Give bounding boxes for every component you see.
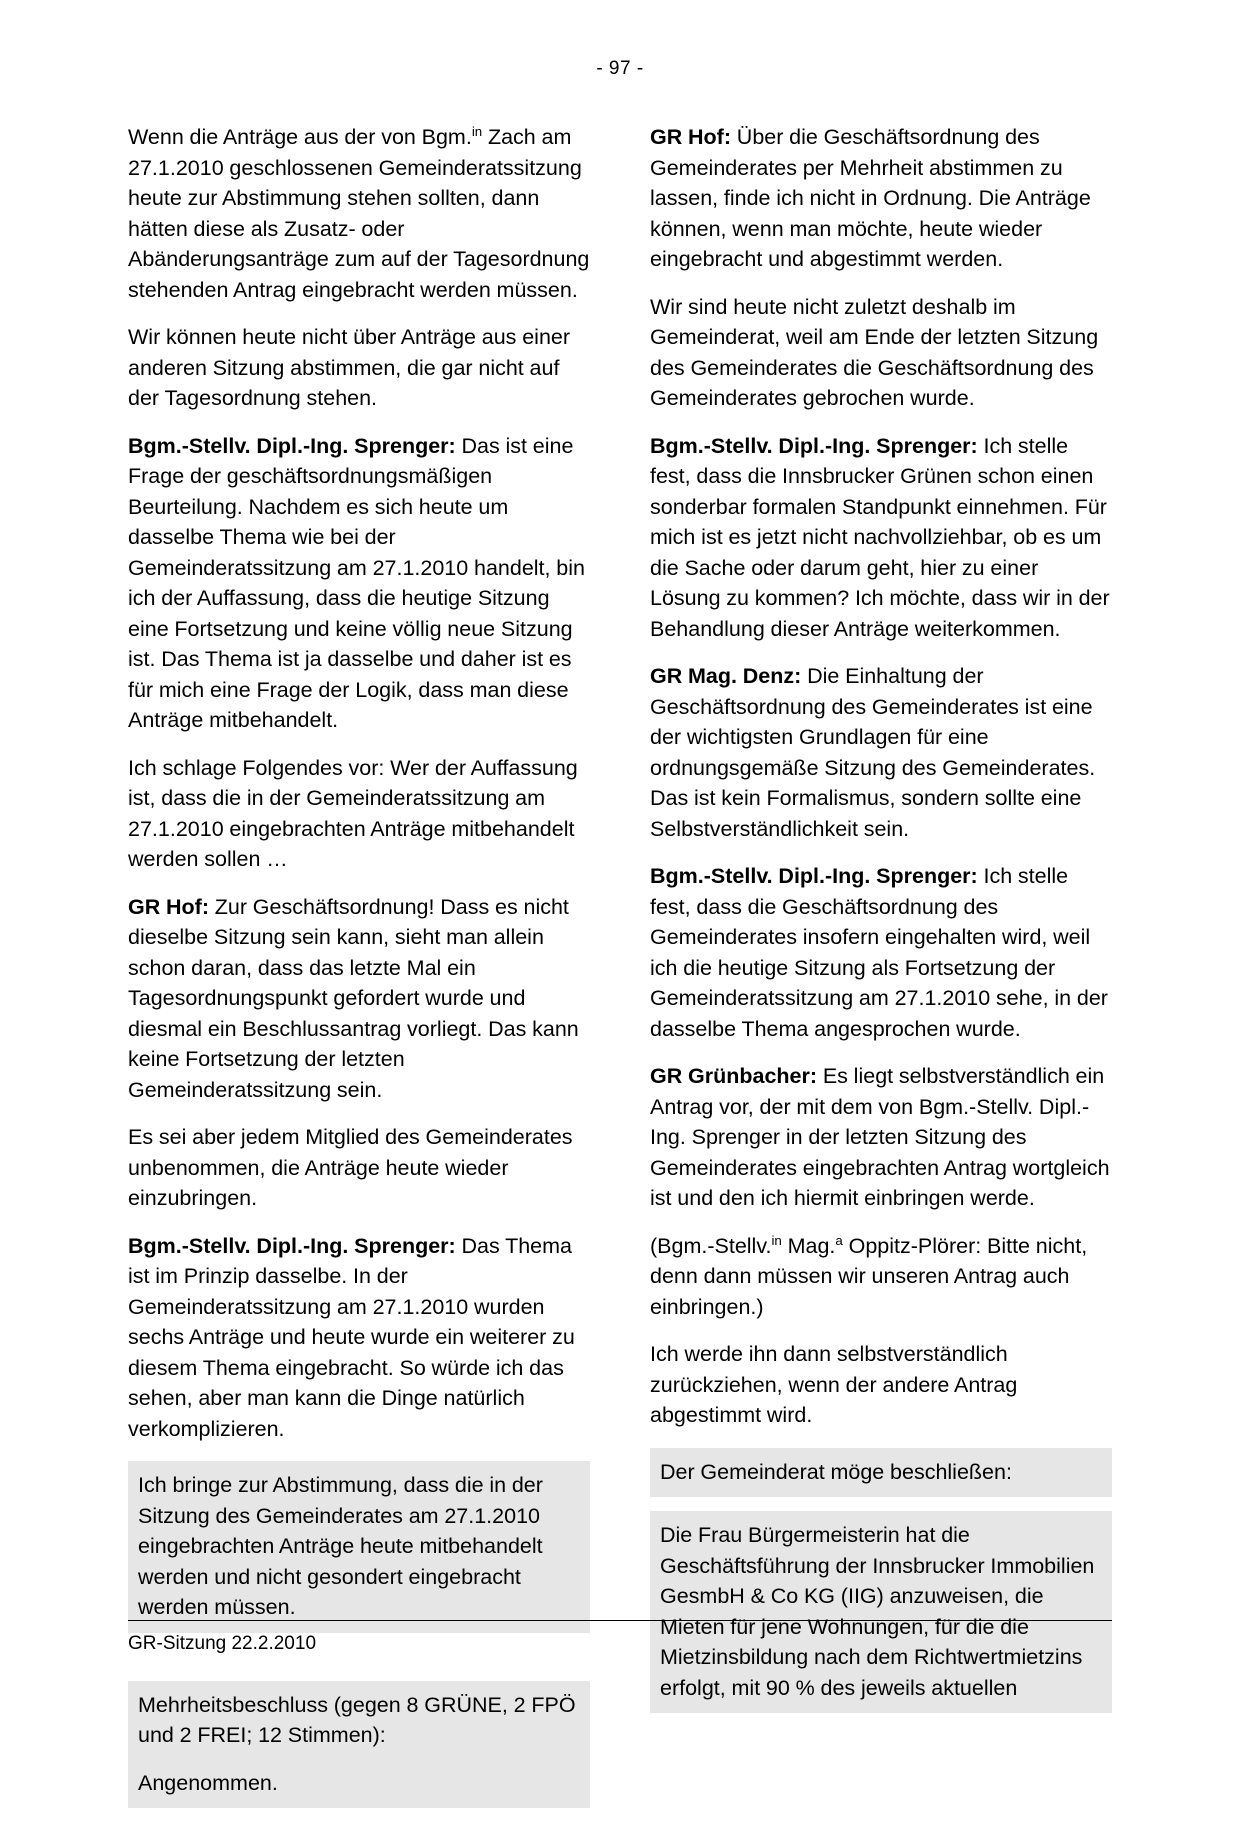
highlighted-decision-block xyxy=(128,1681,590,1809)
paragraph: Angenommen. xyxy=(138,1770,278,1795)
right-column xyxy=(650,122,1112,1822)
paragraph-text-part: Das ist eine Frage der geschäftsordnungsmäßigen Beurteilung. Nachdem es sich heute um dasselbe Thema wie bei der Gemeinderatssitzung am 27.1.2010 handelt, bin ich der Auffassung, dass die heutige Sitzung eine Fortsetzung und keine völlig neue Sitzung ist. Das Thema ist ja dasselbe und daher ist es für mich eine Frage der Logik, dass man diese Anträge mitbehandelt. xyxy=(128,433,585,732)
speaker-label: GR Grünbacher: xyxy=(650,1064,818,1088)
paragraph: Der Gemeinderat möge beschließen: xyxy=(660,1459,1012,1484)
paragraph xyxy=(128,122,590,305)
speaker-label: Bgm.-Stellv. Dipl.-Ing. Sprenger: xyxy=(650,864,978,888)
highlighted-resolution-body xyxy=(650,1511,1112,1713)
page-number: - 97 - xyxy=(596,58,644,79)
paragraph-text-part: Ich stelle fest, dass die Geschäftsordnung des Gemeinderates insofern eingehalten wird, weil ich die heutige Sitzung als Fortsetzung der Gemeinderatssitzung am 27.1.2010 sehe, in der dasselbe Thema angesprochen wurde. xyxy=(650,864,1108,1041)
highlighted-motion-block xyxy=(128,1461,590,1633)
footer-text: GR-Sitzung 22.2.2010 xyxy=(128,1633,317,1654)
speaker-label: GR Hof: xyxy=(128,894,210,919)
paragraph-text-part: Mag. xyxy=(781,1233,836,1258)
superscript-in: in xyxy=(471,123,483,139)
paragraph-text-part: Es liegt selbstverständlich ein Antrag vor, der mit dem von Bgm.-Stellv. Dipl.-Ing. Sprenger in der letzten Sitzung des Gemeinderates eingebrachten Antrag wortgleich ist und den ich hiermit einbringen werde. xyxy=(650,1064,1110,1210)
paragraph: Es sei aber jedem Mitglied des Gemeinderates unbenommen, die Anträge heute wieder einzubringen. xyxy=(128,1125,573,1210)
paragraph xyxy=(128,1231,590,1445)
paragraph xyxy=(128,892,590,1106)
paragraph-text-part: Über die Geschäftsordnung des Gemeinderates per Mehrheit abstimmen zu lassen, finde ich nicht in Ordnung. Die Anträge können, wenn man möchte, heute wieder eingebracht und abgestimmt werden. xyxy=(650,125,1091,271)
paragraph: Ich bringe zur Abstimmung, dass die in der Sitzung des Gemeinderates am 27.1.2010 eingebrachten Anträge heute mitbehandelt werden und nicht gesondert eingebracht werden müssen. xyxy=(138,1473,543,1619)
paragraph: Mehrheitsbeschluss (gegen 8 GRÜNE, 2 FPÖ und 2 FREI; 12 Stimmen): xyxy=(138,1692,576,1747)
superscript-a: a xyxy=(835,1232,843,1248)
paragraph xyxy=(650,431,1112,645)
paragraph: Ich schlage Folgendes vor: Wer der Auffassung ist, dass die in der Gemeinderatssitzung am 27.1.2010 eingebrachten Anträge mitbehandelt werden sollen … xyxy=(128,755,578,871)
paragraph-text-part: Oppitz-Plörer: Bitte nicht, denn dann müssen wir unseren Antrag auch einbringen.) xyxy=(650,1233,1088,1319)
paragraph: Wir können heute nicht über Anträge aus einer anderen Sitzung abstimmen, die gar nicht auf der Tagesordnung stehen. xyxy=(128,325,571,410)
superscript-in: in xyxy=(771,1232,782,1248)
paragraph-text-part: Zach am 27.1.2010 geschlossenen Gemeinderatssitzung heute zur Abstimmung stehen sollten, dann hätten diese als Zusatz- oder Abänderungsanträge zum auf der Tagesordnung stehenden Antrag eingebracht werden müssen. xyxy=(128,125,590,302)
paragraph-text-part: Das Thema ist im Prinzip dasselbe. In der Gemeinderatssitzung am 27.1.2010 wurden sechs Anträge und heute wurde ein weiterer zu diesem Thema eingebracht. So würde ich das sehen, aber man kann die Dinge natürlich verkomplizieren. xyxy=(128,1233,575,1441)
paragraph-text-part: Zur Geschäftsordnung! Dass es nicht dieselbe Sitzung sein kann, sieht man allein schon daran, dass das letzte Mal ein Tagesordnungspunkt gefordert wurde und diesmal ein Beschlussantrag vorliegt. Das kann keine Fortsetzung der letzten Gemeinderatssitzung sein. xyxy=(128,894,579,1102)
paragraph xyxy=(650,122,1112,275)
paragraph: Wir sind heute nicht zuletzt deshalb im Gemeinderat, weil am Ende der letzten Sitzung des Gemeinderates die Geschäftsordnung des Gemeinderates gebrochen wurde. xyxy=(650,294,1099,410)
speaker-label: GR Hof: xyxy=(650,125,732,149)
speaker-label: Bgm.-Stellv. Dipl.-Ing. Sprenger: xyxy=(128,433,456,458)
paragraph-text-part: Die Einhaltung der Geschäftsordnung des Gemeinderates ist eine der wichtigsten Grundlagen für eine ordnungsgemäße Sitzung des Gemeinderates. Das ist kein Formalismus, sondern sollte eine Selbstverständlichkeit sein. xyxy=(650,664,1096,841)
paragraph xyxy=(128,431,590,736)
paragraph: Ich werde ihn dann selbstverständlich zurückziehen, wenn der andere Antrag abgestimmt wird. xyxy=(650,1342,1018,1427)
paragraph xyxy=(650,661,1112,844)
paragraph: Die Frau Bürgermeisterin hat die Geschäftsführung der Innsbrucker Immobilien GesmbH & Co KG (IIG) anzuweisen, die Mieten für jene Wohnungen, für die die Mietzinsbildung nach dem Richtwertmietzins erfolgt, mit 90 % des jeweils aktuellen xyxy=(660,1523,1095,1700)
speaker-label: Bgm.-Stellv. Dipl.-Ing. Sprenger: xyxy=(128,1233,456,1258)
left-column xyxy=(128,122,590,1822)
paragraph-text-part: Ich stelle fest, dass die Innsbrucker Grünen schon einen sonderbar formalen Standpunkt einnehmen. Für mich ist es jetzt nicht nachvollziehbar, ob es um die Sache oder darum geht, hier zu einer Lösung zu kommen? Ich möchte, dass wir in der Behandlung dieser Anträge weiterkommen. xyxy=(650,433,1110,641)
paragraph-text-part: (Bgm.-Stellv. xyxy=(650,1233,772,1258)
paragraph xyxy=(650,1061,1112,1214)
page-footer xyxy=(128,1620,1112,1657)
speaker-label: GR Mag. Denz: xyxy=(650,664,802,688)
paragraph xyxy=(650,861,1112,1044)
speaker-label: Bgm.-Stellv. Dipl.-Ing. Sprenger: xyxy=(650,433,978,458)
two-column-body xyxy=(128,122,1112,1822)
highlighted-resolution-heading xyxy=(650,1448,1112,1498)
paragraph xyxy=(650,1231,1112,1323)
footer-divider xyxy=(128,1620,1112,1621)
paragraph-text-part: Wenn die Anträge aus der von Bgm. xyxy=(128,125,472,149)
